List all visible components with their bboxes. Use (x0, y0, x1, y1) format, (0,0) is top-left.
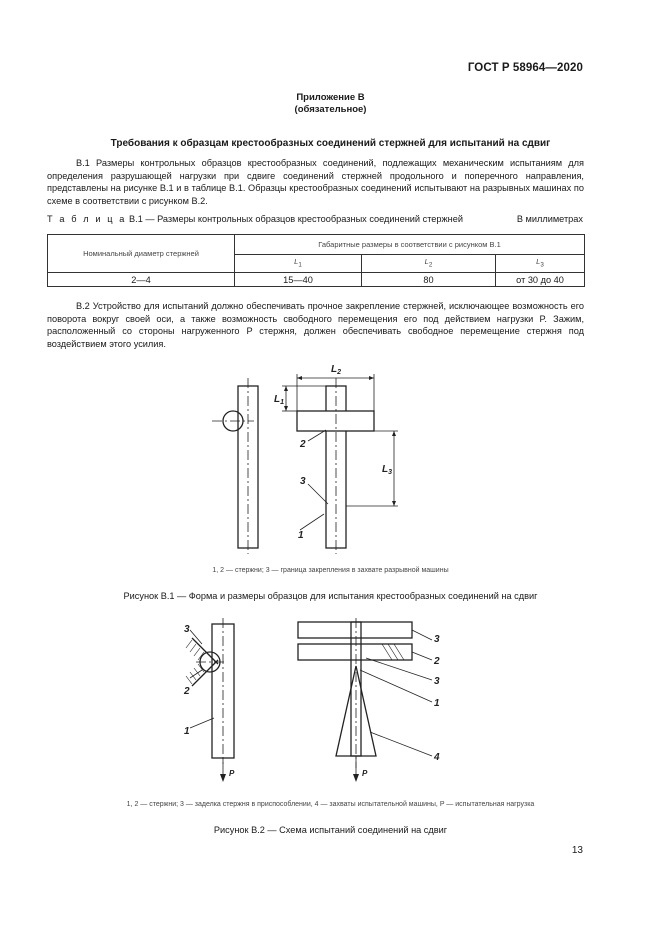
fig2-right-label-2: 2 (434, 656, 440, 667)
figure-b1-caption: Рисунок В.1 — Форма и размеры образцов для испытания крестообразных соединений на сдвиг (123, 591, 538, 601)
figure-b2-drawing (170, 618, 470, 786)
appendix-title: Приложение В (296, 92, 365, 103)
l1-letter: L (294, 256, 299, 266)
fig2-right-label-3a: 3 (434, 634, 440, 645)
paragraph-b1-text: В.1 Размеры контрольных образцов крестообразных соединений, подлежащих механическим испытаниям для определения разрушающей нагрузки при сдвиге соединений стержней продольного и поперечного направления, представлены на рисунке В.1 и в таблице В.1. Образцы крестообразных соединений испытывают на разрывных машинах по схеме в соответствии с рисунком В.2. (47, 158, 584, 206)
figure-b2-caption: Рисунок В.2 — Схема испытаний соединений на сдвиг (213, 825, 448, 835)
l3-letter: L (536, 256, 541, 266)
figure-b1-note: 1, 2 — стержни; 3 — граница закрепления в захвате разрывной машины (212, 567, 449, 574)
paragraph-b2 (47, 300, 584, 350)
table-subheader-l1 (235, 255, 362, 273)
table-cell: 80 (362, 273, 496, 287)
table-cell: от 30 до 40 (496, 273, 585, 287)
fig2-left-label-2: 2 (184, 686, 190, 697)
fig2-right-label-3b: 3 (434, 676, 440, 687)
table-subheader-l3 (496, 255, 585, 273)
l2-letter: L (424, 256, 429, 266)
l1-index: 1 (298, 261, 302, 269)
table-subheader-l2 (362, 255, 496, 273)
l2-index: 2 (428, 261, 433, 269)
table-row (48, 273, 585, 287)
section-title: Требования к образцам крестообразных соединений стержней для испытаний на сдвиг (110, 138, 551, 149)
fig2-left-label-1: 1 (184, 726, 190, 737)
table-header-dimensions: Габаритные размеры в соответствии с рисунком В.1 (235, 235, 585, 255)
rod-2 (297, 411, 374, 431)
table-caption-prefix: Т а б л и ц а (47, 214, 127, 224)
table-header-diameter: Номинальный диаметр стержней (48, 235, 235, 273)
standard-number: ГОСТ Р 58964—2020 (467, 62, 583, 74)
fig2-right-label-p: P (362, 769, 368, 778)
table-caption (47, 214, 463, 224)
label-1: 1 (298, 530, 304, 541)
fig2-right-label-1: 1 (434, 698, 440, 709)
label-3: 3 (300, 476, 306, 487)
figure-b2-note: 1, 2 — стержни; 3 — заделка стержня в приспособлении, 4 — захваты испытательной машины, P — испытательная нагрузка (126, 801, 535, 808)
fig2-left-label-3: 3 (184, 624, 190, 635)
label-l2: $L_2$ (331, 364, 342, 376)
l3-index: 3 (540, 261, 544, 269)
table-cell: 15—40 (235, 273, 362, 287)
figure-b1-drawing (200, 358, 430, 558)
fig2-right-label-4: 4 (434, 752, 440, 763)
table-units: В миллиметрах (516, 214, 583, 224)
appendix-status: (обязательное) (294, 104, 367, 115)
right-rod-2 (298, 644, 412, 660)
right-clamp-top (298, 622, 412, 638)
paragraph-b1 (47, 157, 584, 207)
paragraph-b2-text: В.2 Устройство для испытаний должно обеспечивать прочное закрепление стержней, исключающее возможность его поворота вокруг своей оси, а также возможность свободного перемещения его под действием нагрузки P. Зажим, расположенный со стороны нагруженного P стержня, должен обеспечивать свободное перемещение стержня под воздействием этого усилия. (47, 301, 584, 349)
label-l3: $L_3$ (382, 464, 393, 476)
label-l1: $L_1$ (274, 394, 285, 406)
page-number: 13 (571, 845, 583, 856)
dimensions-table (47, 234, 585, 287)
table-cell: 2—4 (48, 273, 235, 287)
fig2-left-label-p: P (229, 769, 235, 778)
table-caption-text: В.1 — Размеры контрольных образцов крестообразных соединений стержней (126, 214, 463, 224)
label-2: 2 (300, 439, 306, 450)
